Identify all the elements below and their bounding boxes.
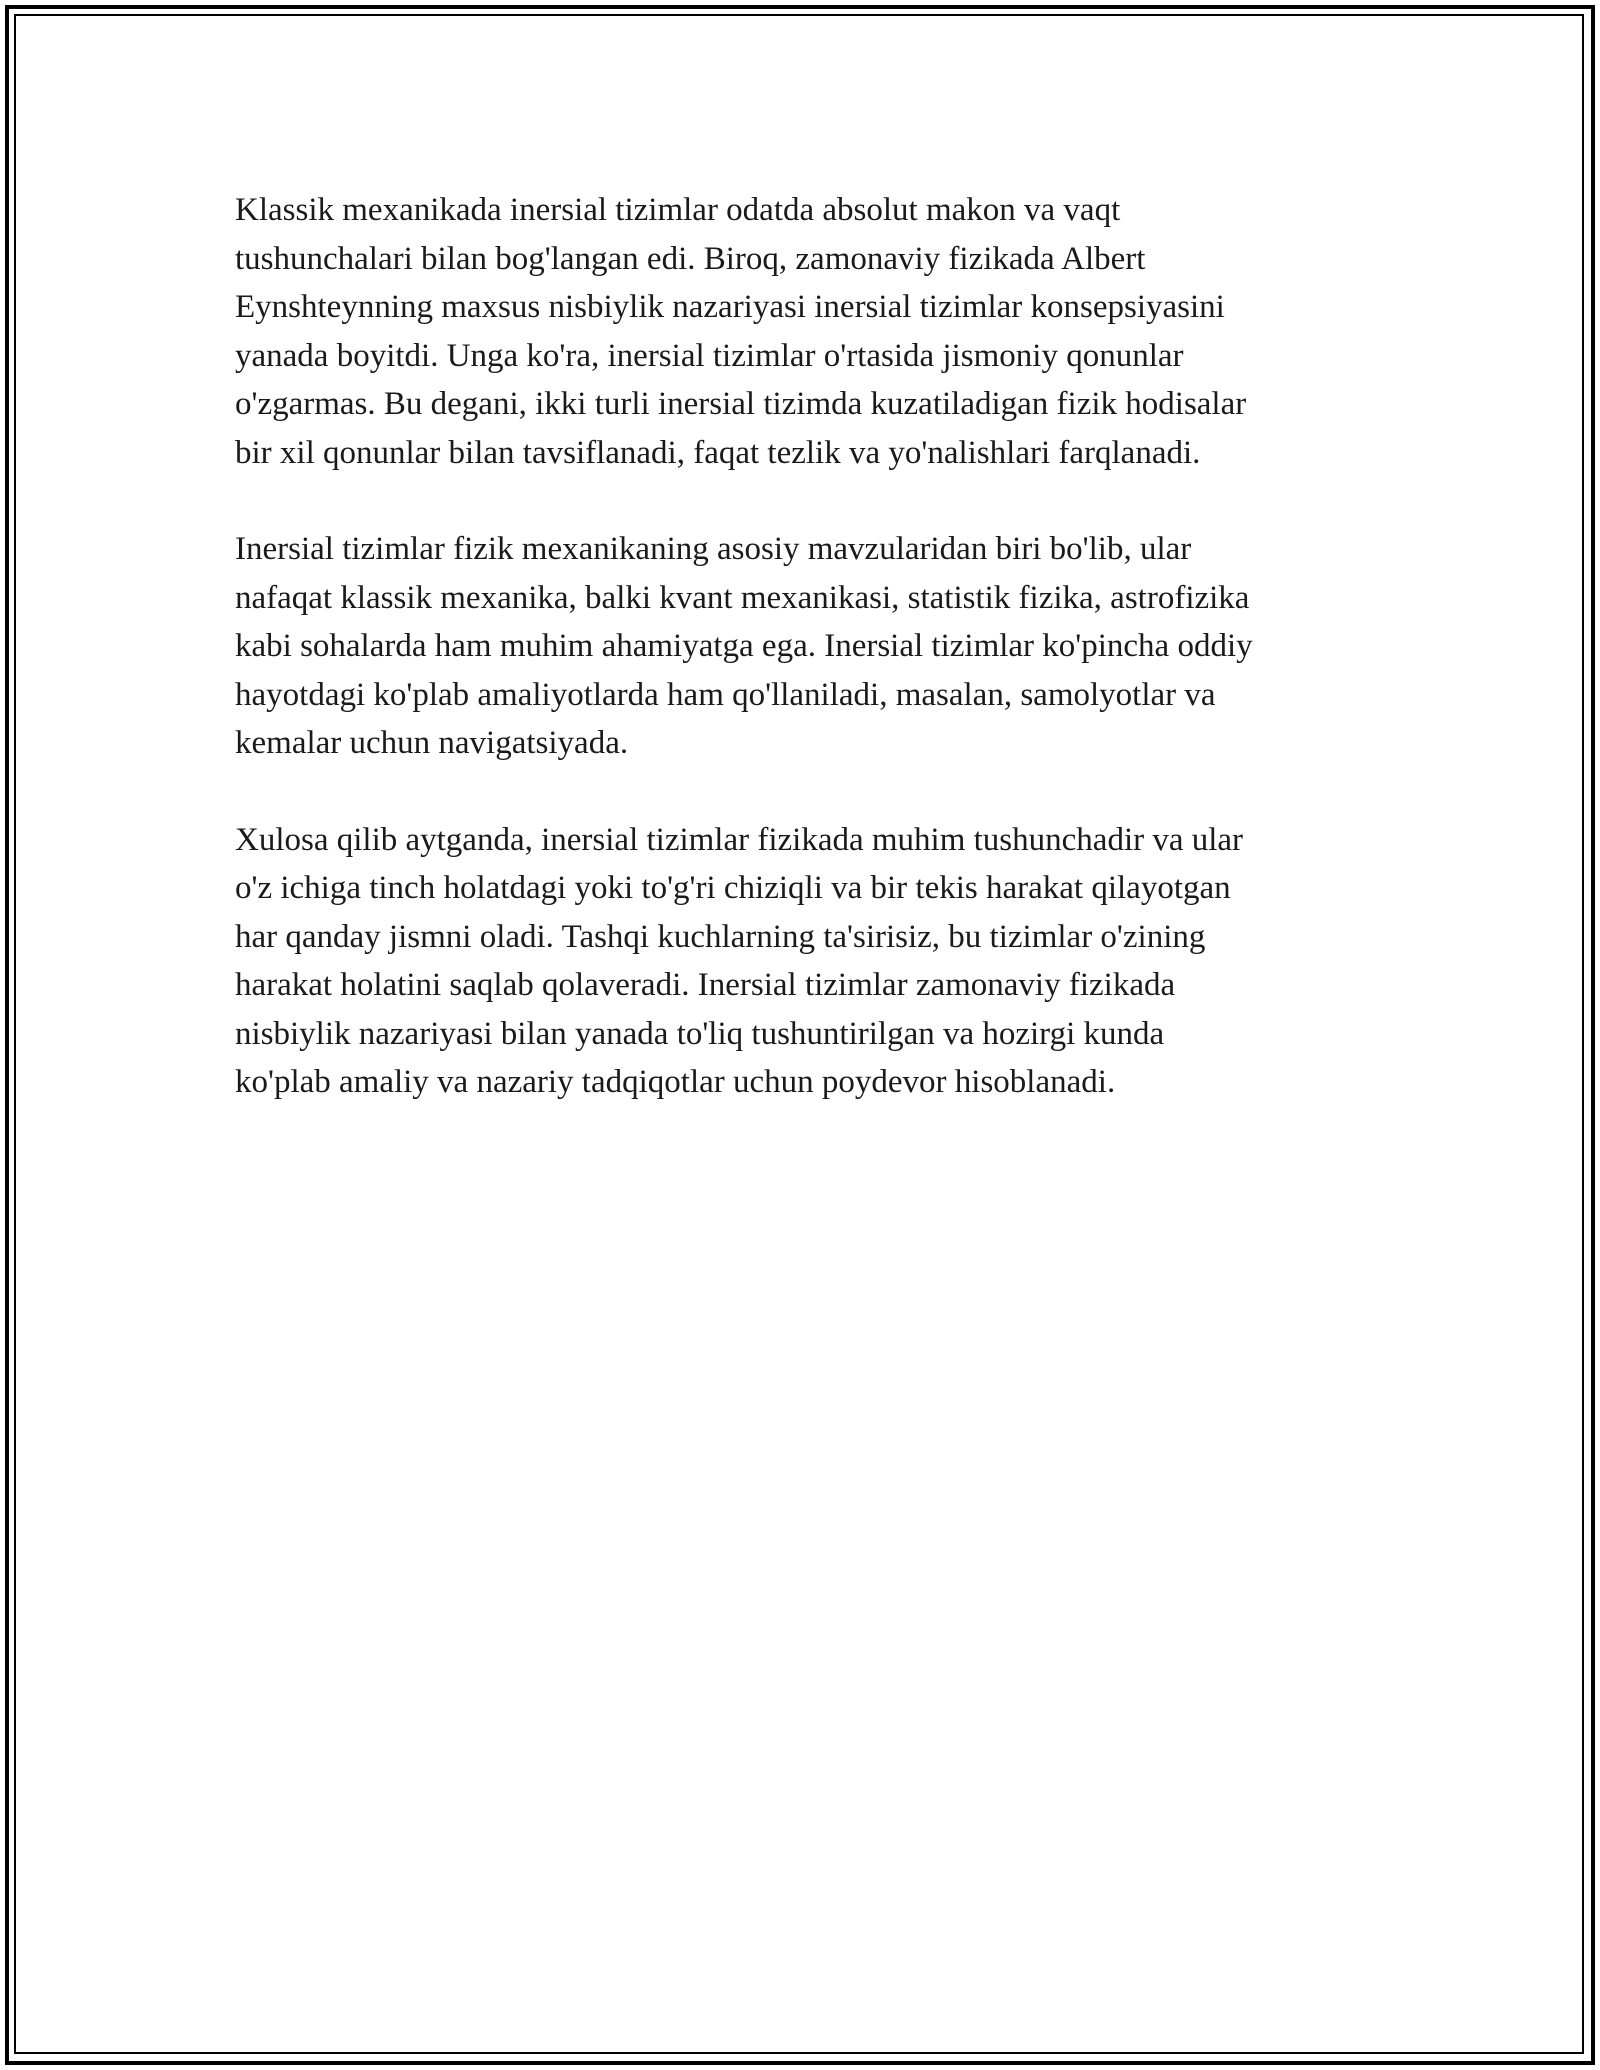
paragraph-3: Xulosa qilib aytganda, inersial tizimlar fizikada muhim tushunchadir va ular o'z ichiga tinch holatdagi yoki to'g'ri chiziqli va bir tekis harakat qilayotgan har qanday jismni oladi. Tashqi kuchlarning ta'sirisiz, bu tizimlar o'zining harakat holatini saqlab qolaveradi. Inersial tizimlar zamonaviy fizikada nisbiylik nazariyasi bilan yanada to'liq tushuntirilgan va hozirgi kunda ko'plab amaliy va nazariy tadqiqotlar uchun poydevor hisoblanadi. [235, 821, 1244, 1100]
paragraph-2: Inersial tizimlar fizik mexanikaning asosiy mavzularidan biri bo'lib, ular nafaqat klassik mexanika, balki kvant mexanikasi, statistik fizika, astrofizika kabi sohalarda ham muhim ahamiyatga ega. Inersial tizimlar ko'pincha oddiy hayotdagi ko'plab amaliyotlarda ham qo'llaniladi, masalan, samolyotlar va kemalar uchun navigatsiyada. [235, 531, 1253, 761]
document-body [235, 186, 1395, 1155]
paragraph-1: Klassik mexanikada inersial tizimlar odatda absolut makon va vaqt tushunchalari bilan bog'langan edi. Biroq, zamonaviy fizikada Albert Eynshteynning maxsus nisbiylik nazariyasi inersial tizimlar konsepsiyasini yanada boyitdi. Unga ko'ra, inersial tizimlar o'rtasida jismoniy qonunlar o'zgarmas. Bu degani, ikki turli inersial tizimda kuzatiladigan fizik hodisalar bir xil qonunlar bilan tavsiflanadi, faqat tezlik va yo'nalishlari farqlanadi. [235, 192, 1247, 471]
